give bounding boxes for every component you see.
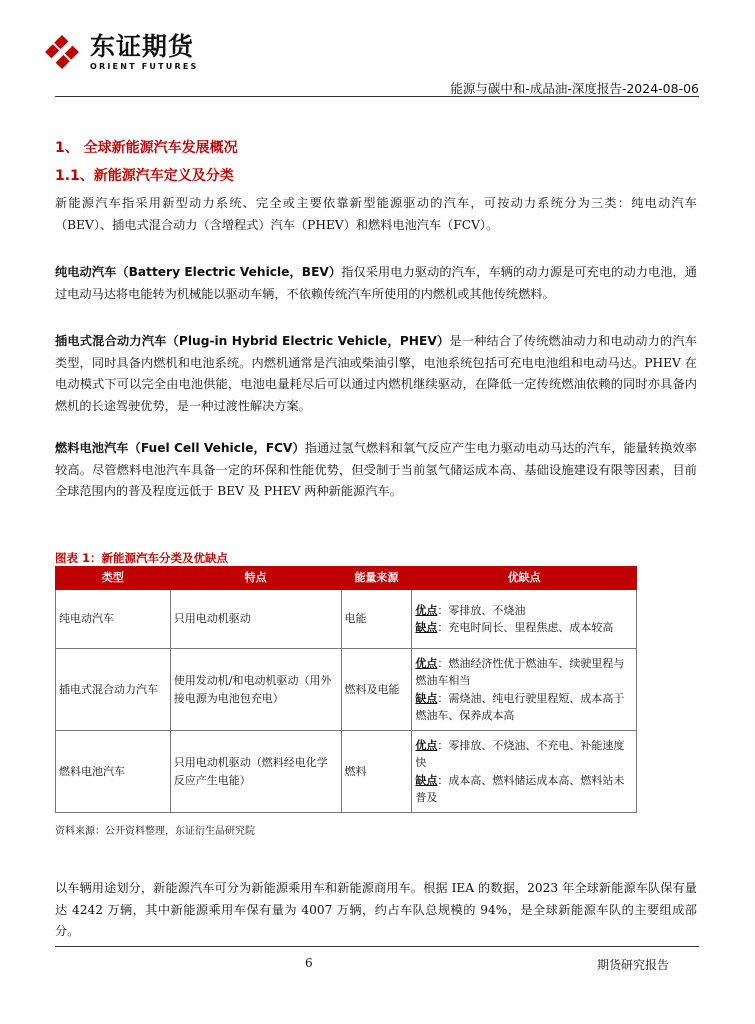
page-number: 6 xyxy=(305,956,313,970)
figure-source: 资料来源：公开资料整理，东证衍生品研究院 xyxy=(55,826,255,837)
pros-text: ：零排放、不烧油、不充电、补能速度快 xyxy=(415,738,625,769)
logo-mark-icon xyxy=(42,32,82,72)
table-row xyxy=(56,649,637,731)
bev-text: 指仅采用电力驱动的汽车，车辆的动力源是可充电的动力电池，通过电动马达将电能转为机械能以驱动车辆，不依赖传统汽车所使用的内燃机或其他传统燃料。 xyxy=(55,265,697,301)
classification-table xyxy=(55,566,637,813)
footer-divider xyxy=(55,946,699,947)
phev-text: 是一种结合了传统燃油动力和电动动力的汽车类型，同时具备内燃机和电池系统。内燃机通常是汽油或柴油引擎，电池系统包括可充电电池组和电动马达。PHEV 在电动模式下可以完全由电池供能，电池电量耗尽后可以通过内燃机继续驱动，在降低一定传统燃油依赖的同时亦具备内燃机的长途驾驶优势，是一种过渡性解决方案。 xyxy=(55,334,698,413)
table-header-row xyxy=(56,567,637,590)
bev-paragraph xyxy=(55,262,697,305)
cell-feature: 使用发动机/和电动机驱动（用外接电源为电池包充电） xyxy=(170,649,341,731)
cell-energy: 燃料 xyxy=(341,731,412,813)
section-heading: 1、 全球新能源汽车发展概况 xyxy=(55,140,238,156)
cell-type: 插电式混合动力汽车 xyxy=(56,649,171,731)
cell-type: 燃料电池汽车 xyxy=(56,731,171,813)
cell-feature: 只用电动机驱动（燃料经电化学反应产生电能） xyxy=(170,731,341,813)
cell-energy: 燃料及电能 xyxy=(341,649,412,731)
fcv-paragraph xyxy=(55,438,697,503)
subsection-heading: 1.1、新能源汽车定义及分类 xyxy=(55,168,234,184)
closing-paragraph: 以车辆用途划分，新能源汽车可分为新能源乘用车和新能源商用车。根据 IEA 的数据，2023 年全球新能源车队保有量达 4242 万辆，其中新能源乘用车保有量为 4007 万辆，约占车队总规模的 94%，是全球新能源车队的主要组成部分。 xyxy=(55,881,697,938)
cons-text: ：需烧油、纯电行驶里程短、成本高于燃油车、保养成本高 xyxy=(415,691,625,722)
footer-label: 期货研究报告 xyxy=(596,958,669,972)
table-row xyxy=(56,590,637,649)
pros-label: 优点 xyxy=(415,656,438,670)
cons-text: ：充电时间长、里程焦虑、成本较高 xyxy=(437,621,614,634)
intro-paragraph: 新能源汽车指采用新型动力系统、完全或主要依靠新型能源驱动的汽车，可按动力系统分为三类：纯电动汽车（BEV）、插电式混合动力（含增程式）汽车（PHEV）和燃料电池汽车（FCV）。 xyxy=(55,196,697,232)
cell-pros-cons xyxy=(412,590,637,649)
pros-text: ：燃油经济性优于燃油车、续驶里程与燃油车相当 xyxy=(415,656,625,687)
table-row xyxy=(56,731,637,813)
phev-term: 插电式混合动力汽车（Plug-in Hybrid Electric Vehicle，PHEV） xyxy=(55,334,450,348)
pros-label: 优点 xyxy=(415,603,438,617)
bev-term: 纯电动汽车（Battery Electric Vehicle，BEV） xyxy=(55,265,342,279)
logo-english-name: ORIENT FUTURES xyxy=(90,62,199,71)
company-logo xyxy=(42,32,198,72)
pros-label: 优点 xyxy=(415,738,438,752)
header-divider xyxy=(55,96,699,97)
figure-title: 图表 1：新能源汽车分类及优缺点 xyxy=(55,551,229,565)
cell-energy: 电能 xyxy=(341,590,412,649)
pros-text: ：零排放、不烧油 xyxy=(437,603,526,617)
cell-pros-cons xyxy=(412,649,637,731)
header-type: 类型 xyxy=(56,567,171,590)
header-pros-cons: 优缺点 xyxy=(412,567,637,590)
phev-paragraph xyxy=(55,331,697,417)
header-feature: 特点 xyxy=(170,567,341,590)
cons-label: 缺点 xyxy=(415,621,438,634)
logo-chinese-name: 东证期货 xyxy=(90,32,195,61)
report-title: 能源与碳中和-成品油-深度报告-2024-08-06 xyxy=(450,81,699,96)
cell-feature: 只用电动机驱动 xyxy=(170,590,341,649)
cons-label: 缺点 xyxy=(415,691,438,705)
cons-text: ：成本高、燃料储运成本高、燃料站未普及 xyxy=(415,773,625,804)
cell-type: 纯电动汽车 xyxy=(56,590,171,649)
fcv-text: 指通过氢气燃料和氧气反应产生电力驱动电动马达的汽车，能量转换效率较高。尽管燃料电池汽车具备一定的环保和性能优势，但受制于当前氢气储运成本高、基础设施建设有限等因素，目前全球范围内的普及程度远低于 BEV 及 PHEV 两种新能源汽车。 xyxy=(55,441,697,498)
cell-pros-cons xyxy=(412,731,637,813)
header-energy: 能量来源 xyxy=(341,567,412,590)
fcv-term: 燃料电池汽车（Fuel Cell Vehicle，FCV） xyxy=(55,441,305,455)
cons-label: 缺点 xyxy=(415,773,438,787)
